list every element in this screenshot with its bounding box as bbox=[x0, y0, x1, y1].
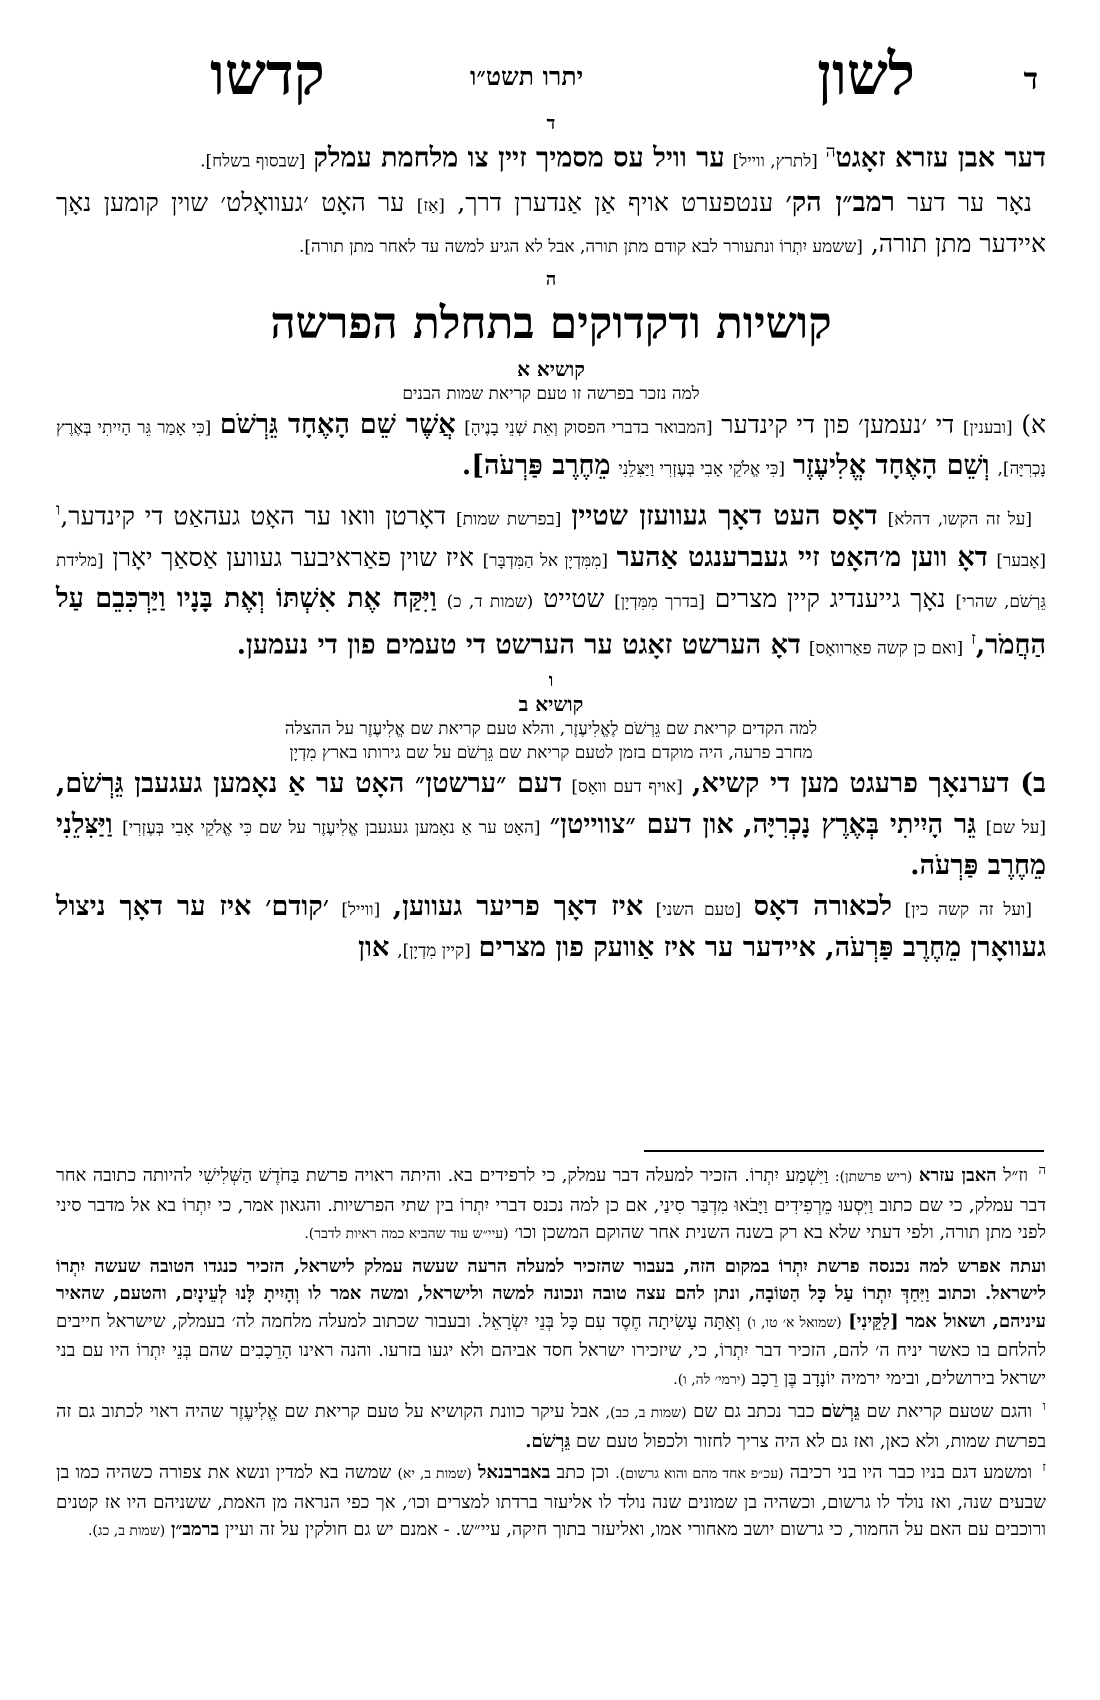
question-subtitle-1: למה נזכר בפרשה זו טעם קריאת שמות הבנים bbox=[402, 384, 700, 405]
question-title-1: קושיא א bbox=[517, 357, 585, 382]
source-reference: (שמות ב, כג). bbox=[87, 1523, 166, 1539]
bracket-note: [ששמע יִתְרוֹ ונתעורר לבא קודם מתן תורה, אבל לא הגיע למשה עד לאחר מתן תורה]. bbox=[298, 237, 863, 258]
bracket-note: [קיין מִדְיָן], bbox=[397, 940, 471, 961]
bracket-note: [אָבער] bbox=[996, 550, 1046, 571]
bracket-note: [מִמִּדְיָן אל הַמִּדְבָּר] bbox=[482, 550, 608, 571]
verse-text: וַיַּצִּלֵנִי מֵחֶרֶב פַּרְעֹה. bbox=[56, 808, 1046, 881]
source-reference: (שמות ב, יא) bbox=[397, 1466, 472, 1482]
bracket-note: [שבסוף בשלח]. bbox=[200, 151, 306, 172]
footnote-v bbox=[56, 1398, 1046, 1455]
text: ענטפערט אויף אַן אַנדערן דרך, bbox=[457, 188, 774, 218]
section-number-h: ה bbox=[545, 269, 557, 291]
bold-text: דאָ ווען מ׳האָט זיי געברענגט אַהער bbox=[616, 541, 988, 573]
bracket-note: [על זה הקשו, דהלא] bbox=[887, 509, 1033, 530]
source-reference: (עיי״ש עוד שהביא כמה ראיות לדבר). bbox=[304, 1226, 509, 1242]
verse-text: מֵחֶרֶב פַּרְעֹה]. bbox=[461, 450, 611, 482]
footnote-divider bbox=[644, 1150, 1044, 1152]
verse-text: גֵּר הָיִיתִי בְּאֶרֶץ נָכְרִיָּה, bbox=[743, 808, 977, 840]
bracket-note: [אַז] bbox=[416, 196, 445, 217]
footnote-marker: ה bbox=[1038, 1163, 1046, 1178]
text: וְאַתָּה עָשִׂיתָה חֶסֶד עִם כָּל בְּנֵי יִשְׂרָאֵל. ובעבור שכתוב למעלה מלחמה לה׳ בעמלק, שישראל חייבים להלחם בו כאשר יניח ה׳ להם, הזכיר דבר יִתְרוֹ, כי, שיזכירו ישראל חסד אביהם ולא יגעו בזרעו. והנה ראינו הָרֵכָבִים שהם בְּנֵי יִתְרוֹ היו עם בני ישראל בירושלים, ובימי ירמיה יוֹנָדָב בֶּן רֵכָב bbox=[56, 1310, 1046, 1389]
paragraph-d-2 bbox=[56, 184, 1046, 266]
paragraph-d-1 bbox=[56, 134, 1046, 180]
footnote-h-continued bbox=[56, 1253, 1046, 1395]
bracket-note: [בדרך מִמִּדְיָן] bbox=[614, 591, 705, 612]
source-reference: (שמות ב, כב), bbox=[605, 1405, 687, 1421]
text: א) bbox=[1021, 410, 1047, 440]
paragraph-h-1 bbox=[56, 406, 1046, 488]
bracket-note: [על שם] bbox=[985, 817, 1047, 838]
text: וַיִּשְׁמַע יִתְרוֹ. הזכיר למעלה דבר עמלק, כי לרפידים בא. והיתה ראויה פרשת בַּחֹדֶשׁ הַשְּׁלִישִׁי להיותה כתובה אחר דבר עמלק, כי שם כתוב וַיִּסְעוּ מֵרְפִידִים וַיָּבֹאוּ מִדְבַּר סִינַי, אם כן למה נכנס דברי יִתְרוֹ בין שתי הפרשיות. והגאון אמר, כי יִתְרוֹ בא אל מדבר סיני לפני מתן תורה, ולפי דעתי שלא בא רק בשנה השנית אחר שהוקם המשכן וכו׳ bbox=[56, 1165, 1046, 1243]
footnote-z bbox=[56, 1459, 1046, 1546]
bold-text: האבן עזרא bbox=[918, 1165, 997, 1186]
text: וכן כתב bbox=[556, 1462, 610, 1483]
footnote-marker[interactable]: ו bbox=[56, 500, 61, 521]
section-number-d: ד bbox=[546, 113, 556, 134]
paragraph-v-1 bbox=[56, 765, 1046, 884]
bold-text: און bbox=[358, 931, 390, 963]
bracket-note: [כִּי אֱלֹקֵי אָבִי בְּעֶזְרִי וַיַּצִּלֵנִי bbox=[618, 459, 785, 480]
bold-text: איז דאָך פריער געווען, bbox=[392, 890, 644, 922]
text: ער וויל עס מסמיך זיין צו מלחמת עמלק bbox=[313, 142, 725, 174]
bold-text: גֵּרְשֹׁם bbox=[821, 1401, 860, 1422]
text: נאָר ער דער bbox=[907, 188, 1033, 218]
text: ומשמע דגם בניו כבר היו בני רכיבה bbox=[789, 1462, 1033, 1483]
text: די ׳נעמען׳ פון די קינדער bbox=[721, 410, 955, 440]
footnote-marker[interactable]: ה bbox=[825, 142, 836, 162]
bracket-note: [המבואר בדברי הפסוק וְאֵת שְׁנֵי בָנֶיהָ] bbox=[464, 418, 713, 439]
section-number-v: ו bbox=[548, 669, 554, 691]
header-title-word-1: לשון bbox=[817, 40, 915, 108]
question-title-2: קושיא ב bbox=[518, 691, 584, 716]
bold-text: דאָ הערשט זאָגט ער הערשט די טעמים פון די נעמען. bbox=[236, 628, 801, 660]
source-reference: (שמות ד, כ) bbox=[446, 591, 534, 612]
bold-text: דעם ״ערשטן״ האָט ער אַ נאָמען געגעבן גֵּרְשֹׁם, bbox=[56, 767, 563, 799]
paragraph-h-2 bbox=[56, 492, 1046, 667]
footnote-marker: ו bbox=[1042, 1399, 1046, 1414]
verse-text: וְשֵׁם הָאֶחָד אֱלִיעֶזֶר bbox=[792, 450, 990, 482]
header-subtitle: יתרו תשט״ו bbox=[470, 62, 584, 91]
bold-text: ועתה אפרש למה נכנסה פרשת יִתְרוֹ במקום הזה, בעבור שהזכיר למעלה הרעה שעשה עמלק לישראל, הזכיר כנגדו הטובה שעשה יִתְרוֹ לישראל. וכתוב וַיִּחַדְּ יִתְרוֹ עַל כָּל הַטּוֹבָה, ונתן להם עצה טובה ונכונה למשה ולישראל, ומשה אמר לו וְהָיִיתָ לָּנוּ לְעֵינָיִם, והטעם, שהאיר עיניהם, ושאול אמר [לַקֵּינִי] bbox=[56, 1255, 1046, 1332]
bold-text: רמב״ן הק׳ bbox=[785, 187, 895, 219]
paragraph-v-2 bbox=[56, 888, 1046, 970]
bracket-note: [טעם השני] bbox=[655, 899, 742, 920]
bracket-note: [האָט ער אַ נאָמען געגעבן אֱלִיעֶזֶר על שם כִּי אֱלֹקֵי אָבִי בְּעֶזְרִי] bbox=[122, 817, 541, 838]
verse-text: אֲשֶׁר שֵׁם הָאֶחָד גֵּרְשֹׁם bbox=[219, 409, 456, 441]
bracket-note: [אויף דעם וואָס] bbox=[571, 776, 683, 797]
running-header bbox=[0, 40, 1100, 110]
bold-text: ׳קודם׳ איז ער דאָך ניצול געוואָרן מֵחֶרֶב פַּרְעֹה, איידער ער איז אַוועק פון מצרים bbox=[56, 890, 1046, 963]
verse-text: וַיִּקַּח אֶת אִשְׁתּוֹ וְאֶת בָּנָיו וַיַּרְכִּבֵם עַל הַחֲמֹר, bbox=[56, 582, 1046, 660]
source-reference: (ירמי׳ לה, ו). bbox=[673, 1371, 746, 1388]
text: איז שוין פאַראיבער געווען אַסאַך יאָרן bbox=[112, 542, 474, 572]
header-title-word-2: קדשו bbox=[210, 40, 325, 108]
text: שטייט bbox=[543, 583, 605, 613]
bracket-note: [לתרץ, ווייל] bbox=[732, 151, 818, 172]
text: נאָך גייענדיג קיין מצרים bbox=[714, 583, 946, 613]
main-text bbox=[56, 114, 1046, 974]
footnote-marker[interactable]: ז bbox=[971, 628, 976, 649]
bold-text: באברבנאל bbox=[478, 1462, 551, 1483]
bracket-note: [כִּי אָמַר גֵּר הָיִיתִי בְּאֶרֶץ נָכְרִיָּה], bbox=[56, 418, 1046, 480]
bold-text: דאָס העט דאָך געוועזן שטיין bbox=[571, 500, 878, 532]
bold-text: און דעם ״צווייטן״ bbox=[549, 808, 734, 840]
text: והגם שטעם קריאת שם bbox=[866, 1401, 1033, 1422]
bold-text: לכאורה דאָס bbox=[753, 890, 893, 922]
footnote-h bbox=[56, 1162, 1046, 1249]
bold-text: גֵּרְשֹׁם. bbox=[525, 1430, 571, 1452]
text: אבל עיקר כוונת הקושיא על טעם קריאת שם אֱלִיעֶזֶר שהיה ראוי לכתוב גם זה בפרשת שמות, ולא כאן, ואז גם לא היה צריך לחזור ולכפול טעם שם bbox=[56, 1401, 1046, 1452]
source-reference: (עכ״פ אחד מהם והוא גרשום). bbox=[615, 1466, 784, 1482]
chapter-title: קושיות ודקדוקים בתחלת הפרשה bbox=[270, 298, 832, 350]
text: דאָרטן וואו ער האָט געהאַט די קינדער, bbox=[60, 501, 446, 531]
question-subtitle-2b: מחרב פרעה, היה מוקדם בזמן לטעם קריאת שם גֵּרְשֹׁם על שם גירותו בארץ מִדְיָן bbox=[289, 742, 813, 763]
bold-text: ב) דערנאָך פרעגט מען די קשיא, bbox=[691, 767, 1046, 799]
text: כבר נכתב גם שם bbox=[693, 1401, 815, 1422]
bracket-note: [ווייל] bbox=[341, 899, 381, 920]
bracket-note: [ואם כן קשה פאַרוואָס] bbox=[808, 637, 964, 658]
source-reference: (ריש פרשתן): bbox=[834, 1169, 913, 1185]
text: שמשה בא למדין ונשא את צפורה כשהיה כמו בן שבעים שנה, ואז נולד לו גרשום, וכשהיה בן שמונים שנה נולד לו אליעזר ברדתו למצרים וכו׳, אך כפי הנראה מן האמת, ששניהם היו אז קטנים ורוכבים עם האם על החמור, כי גרשום יושב מאחורי אמו, ואליעזר בתוך חיקה, עיי״ש. - אמנם יש גם חולקין על זה ועיין bbox=[56, 1462, 1046, 1540]
bracket-note: [מלידת גֵּרְשֹׁם, שהרי] bbox=[56, 550, 1047, 612]
text: ער האָט ׳געוואָלט׳ שוין קומען נאָך איידער מתן תורה, bbox=[56, 188, 1046, 259]
source-reference: (שמואל א׳ טו, ו) bbox=[746, 1314, 842, 1331]
question-subtitle-2a: למה הקדים קריאת שם גֵּרְשֹׁם לֶאֱלִיעֶזֶר, והלא טעם קריאת שם אֱלִיעֶזֶר על ההצלה bbox=[284, 718, 818, 739]
text: דער אבן עזרא זאָגט bbox=[835, 142, 1046, 174]
bracket-note: [ועל זה קשה כין] bbox=[904, 899, 1032, 920]
bracket-note: [ובענין] bbox=[962, 418, 1013, 439]
page-number: ד bbox=[1023, 62, 1038, 97]
footnotes bbox=[56, 1162, 1046, 1550]
bold-text: ברמב״ן bbox=[170, 1519, 220, 1540]
bracket-note: [בפרשת שמות] bbox=[455, 509, 562, 530]
footnote-marker: ז bbox=[1042, 1460, 1046, 1475]
text: וז״ל bbox=[1003, 1165, 1029, 1186]
